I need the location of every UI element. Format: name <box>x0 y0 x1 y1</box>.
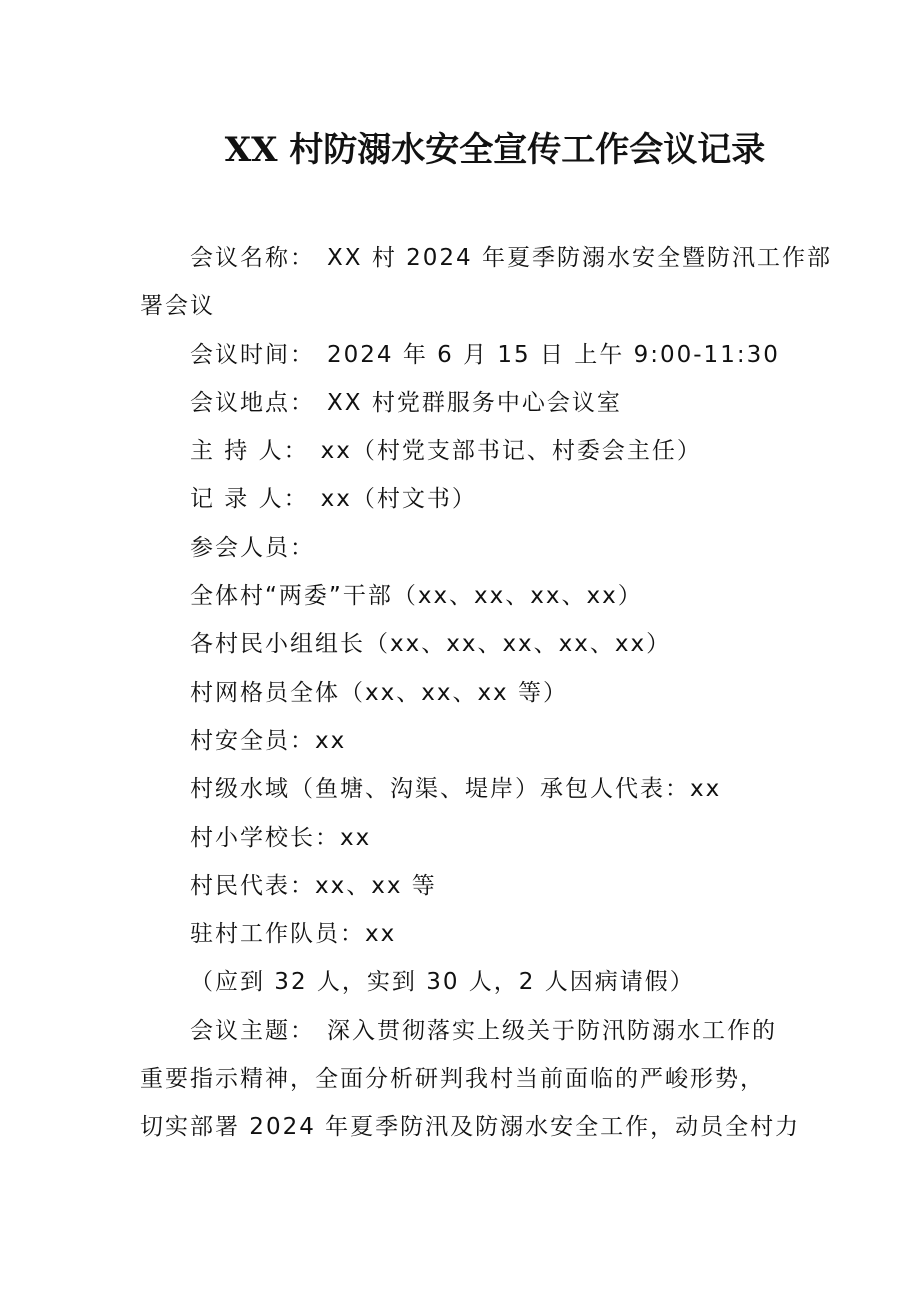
meeting-name-label: 会议名称： <box>190 245 315 271</box>
recorder-value: xx（村文书） <box>320 486 477 513</box>
theme-line-2: 重要指示精神，全面分析研判我村当前面临的严峻形势， <box>140 1066 765 1093</box>
meeting-place-value: XX 村党群服务中心会议室 <box>327 389 622 416</box>
attendance-note: （应到 32 人，实到 30 人，2 人因病请假） <box>190 969 695 996</box>
attendee-item: 各村民小组组长（xx、xx、xx、xx、xx） <box>190 631 672 658</box>
attendee-item: 全体村“两委”干部（xx、xx、xx、xx） <box>190 583 643 610</box>
document-body <box>140 234 832 1152</box>
attendees-label: 参会人员： <box>190 534 315 561</box>
meeting-time-line <box>140 331 785 379</box>
recorder-label: 记 录 人： <box>190 486 309 513</box>
meeting-name-value: XX 村 2024 年夏季防溺水安全暨防汛工作部 <box>327 245 832 271</box>
attendee-item: 驻村工作队员：xx <box>190 921 397 948</box>
document-title: XX 村防溺水安全宣传工作会议记录 <box>224 130 766 170</box>
recorder-line <box>140 475 785 523</box>
host-label: 主 持 人： <box>190 438 309 465</box>
meeting-time-label: 会议时间： <box>190 341 315 368</box>
attendee-item: 村级水域（鱼塘、沟渠、堤岸）承包人代表：xx <box>190 776 722 803</box>
meeting-place-label: 会议地点： <box>190 389 315 416</box>
theme-label: 会议主题： <box>190 1017 315 1044</box>
host-line <box>140 427 785 475</box>
meeting-name-line <box>140 234 832 282</box>
meeting-place-line <box>140 379 785 427</box>
meeting-time-value: 2024 年 6 月 15 日 上午 9:00-11:30 <box>327 341 780 368</box>
theme-line-3: 切实部署 2024 年夏季防汛及防溺水安全工作，动员全村力 <box>140 1114 801 1141</box>
attendee-item: 村小学校长：xx <box>190 824 372 851</box>
theme-line <box>140 1007 785 1055</box>
attendee-item: 村安全员：xx <box>190 727 347 754</box>
attendee-item: 村民代表：xx、xx 等 <box>190 872 437 899</box>
attendee-item: 村网格员全体（xx、xx、xx 等） <box>190 679 568 706</box>
theme-value-start: 深入贯彻落实上级关于防汛防溺水工作的 <box>327 1017 777 1044</box>
meeting-name-continuation: 署会议 <box>140 293 215 320</box>
host-value: xx（村党支部书记、村委会主任） <box>320 438 702 465</box>
